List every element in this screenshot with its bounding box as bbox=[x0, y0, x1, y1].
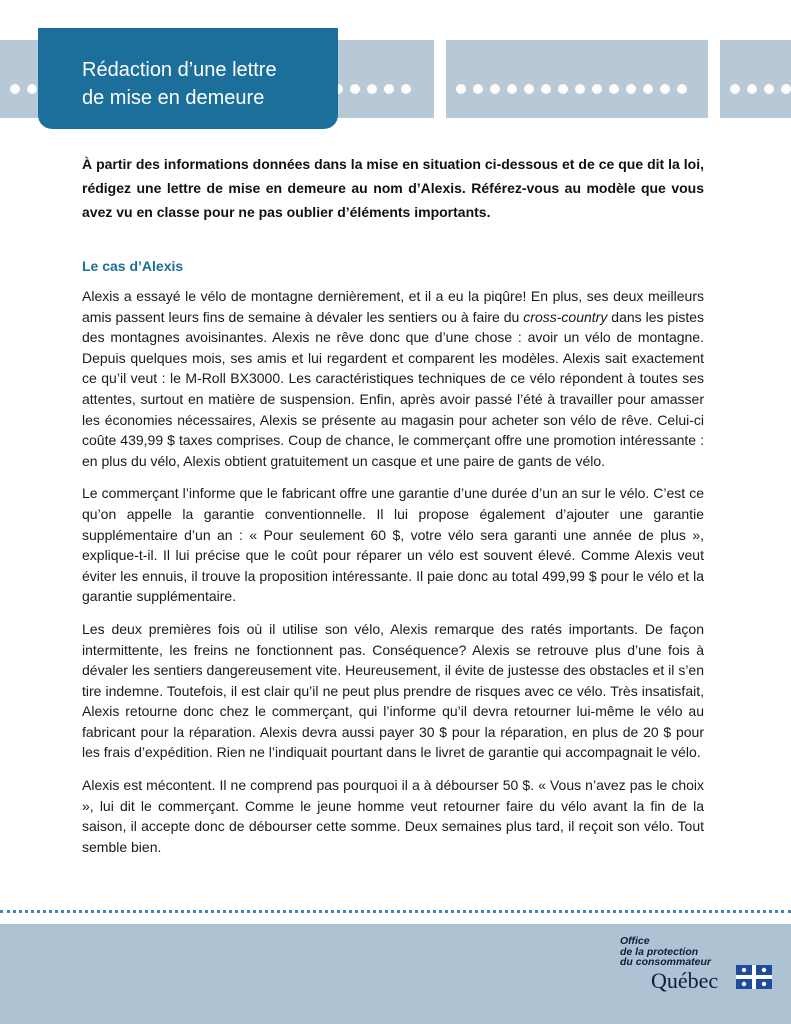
header-banner-panel-2 bbox=[446, 40, 708, 118]
page-title bbox=[82, 56, 322, 112]
paragraph-1 bbox=[82, 286, 704, 471]
logo-quebec-wordmark: Québec bbox=[651, 968, 719, 993]
paragraph-3: Les deux premières fois où il utilise son vélo, Alexis remarque des ratés importants. De façon intermittente, les freins ne fonctionnent pas. Conséquence? Alexis se retrouve plus d’une fois à dévaler les sentiers dangereusement vite. Heureusement, il évite de justesse des obstacles et il s’en tire indemne. Toutefois, il est clair qu’il ne peut plus prendre de risques avec ce vélo. Très insatisfait, Alexis retourne donc chez le commerçant, qui l’informe qu’il devra retourner lui-même le vélo au fabricant pour la réparation. Alexis devra aussi payer 30 $ pour la réparation, en plus de 20 $ pour les frais d’expédition. Rien ne l’indiquait pourtant dans le livret de garantie qui accompagnait le vélo. bbox=[82, 620, 704, 761]
dotted-separator bbox=[0, 910, 791, 913]
decorative-dots bbox=[446, 84, 708, 96]
logo-org-line-3: du consommateur bbox=[620, 956, 712, 968]
header-banner-panel-3 bbox=[720, 40, 791, 118]
page-title-line-2: de mise en demeure bbox=[82, 87, 265, 109]
section-title: Le cas d’Alexis bbox=[82, 258, 184, 274]
decorative-dots bbox=[720, 84, 791, 96]
quebec-flag-icon bbox=[736, 965, 772, 989]
instructions-paragraph: À partir des informations données dans la mise en situation ci-dessous et de ce que dit la loi, rédigez une lettre de mise en demeure au nom d’Alexis. Référez-vous au modèle que vous avez vu en classe pour ne pas oublier d’éléments importants. bbox=[82, 156, 704, 220]
paragraph-4: Alexis est mécontent. Il ne comprend pas pourquoi il a à débourser 50 $. « Vous n’avez pas le choix », lui dit le commerçant. Comme le jeune homme veut retourner faire du vélo avant la fin de la saison, il accepte donc de débourser cette somme. Deux semaines plus tard, il reçoit son vélo. Tout semble bien. bbox=[82, 777, 704, 855]
case-description bbox=[82, 286, 704, 869]
logo-org-name bbox=[620, 936, 780, 968]
paragraph-2: Le commerçant l’informe que le fabricant offre une garantie d’une durée d’un an sur le vélo. C’est ce qu’on appelle la garantie conventionnelle. Il lui propose également d’ajouter une garantie supplémentaire d’un an : « Pour seulement 60 $, votre vélo sera garanti une année de plus », explique-t-il. Il lui précise que le coût pour réparer un vélo est souvent élevé. Comme Alexis veut éviter les ennuis, il trouve la proposition intéressante. Il paie donc au total 499,99 $ pour le vélo et la garantie supplémentaire. bbox=[82, 485, 704, 605]
logo-org-line-2: de la protection bbox=[620, 945, 699, 958]
title-tab bbox=[38, 28, 338, 129]
page-title-line-1: Rédaction d’une lettre bbox=[82, 59, 277, 81]
opc-quebec-logo bbox=[620, 936, 780, 996]
paragraph-1-part-1: Alexis a essayé le vélo de montagne dernièrement, et il a eu la piqûre! En plus, ses deux meilleurs amis passent leurs fins de semaine à dévaler les sentiers ou à faire du bbox=[82, 288, 704, 325]
logo-org-line-1: Office bbox=[620, 935, 650, 947]
paragraph-1-part-2: dans les pistes des montagnes avoisinantes. Alexis ne rêve donc que d’une chose : avoir un vélo de montagne. Depuis quelques mois, ses amis et lui regardent et comparent les modèles. Alexis sait exactement ce qu’il veut : le M-Roll BX3000. Les caractéristiques techniques de ce vélo répondent à toutes ses attentes, surtout en matière de suspension. Enfin, après avoir passé l’été à travailler pour amasser les économies nécessaires, Alexis se présente au magasin pour acheter son vélo de rêve. Celui-ci coûte 439,99 $ taxes comprises. Coup de chance, le commerçant offre une promotion intéressante : en plus du vélo, Alexis obtient gratuitement un casque et une paire de gants de vélo. bbox=[82, 308, 705, 469]
paragraph-1-italic-term: cross-country bbox=[523, 308, 608, 325]
